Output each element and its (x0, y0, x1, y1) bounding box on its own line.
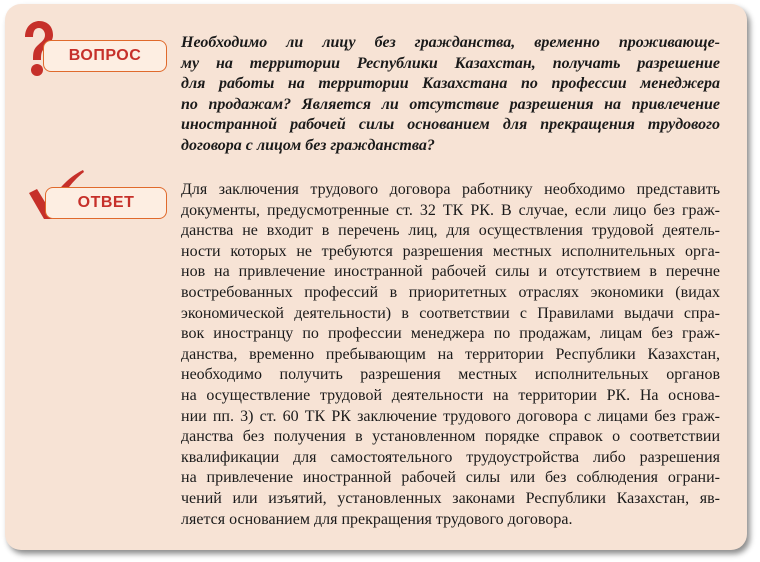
answer-line: документы, предусмотренные ст. 32 ТК РК. В случае, если лицо без граж- (181, 201, 720, 219)
answer-line: нии пп. 3) ст. 60 ТК РК заключение трудового договора с лицами без граж- (181, 407, 720, 425)
answer-line: необходимо получить разрешения местных исполнительных органов (181, 366, 720, 384)
answer-line: на осуществление трудовой деятельности на территории РК. На основа- (181, 386, 720, 404)
answer-line: востребованных профессий в приоритетных отраслях экономики (видах (181, 283, 720, 301)
question-label: ВОПРОС (43, 40, 167, 72)
question-line: по продажам? Является ли отсутствие разрешения на привлечение (181, 95, 720, 113)
question-line: иностранной рабочей силы основанием для прекращения трудового (181, 116, 720, 133)
question-text (181, 33, 720, 156)
answer-text (181, 180, 720, 530)
answer-line: квалификации для самостоятельного трудоустройства либо разрешения (181, 448, 720, 466)
answer-line: данства не входит в перечень лиц, для осуществления трудовой деятель- (181, 222, 720, 240)
answer-label: ОТВЕТ (45, 187, 167, 219)
answer-line: Для заключения трудового договора работнику необходимо представить (181, 181, 720, 198)
answer-line: ляется основанием для прекращения трудового договора. (181, 510, 573, 528)
answer-line: ности которых не требуются разрешения местных исполнительных орга- (181, 242, 720, 260)
question-line: му на территории Республики Казахстан, получать разрешение (181, 54, 720, 72)
answer-line: экономической деятельности) в соответствии с Правилами выдачи спра- (181, 304, 720, 322)
answer-line: вок иностранцу по профессии менеджера по продажам, лицам без граж- (181, 325, 720, 343)
question-line: договора с лицом без гражданства? (181, 136, 435, 154)
answer-line: нов на привлечение иностранной рабочей силы и отсутствием в перечне (181, 263, 720, 281)
answer-line: чений или изъятий, установленных законами Республики Казахстан, яв- (181, 489, 720, 507)
answer-line: данства без получения в установленном порядке справок о соответствии (181, 428, 720, 446)
question-line: для работы на территории Казахстана по профессии менеджера (181, 75, 720, 92)
answer-line: на привлечение иностранной рабочей силы или без соблюдения ограни- (181, 469, 720, 487)
question-line: Необходимо ли лицу без гражданства, временно проживающе- (181, 34, 720, 51)
answer-line: данства, временно пребывающим на территории Республики Казахстан, (181, 345, 720, 363)
